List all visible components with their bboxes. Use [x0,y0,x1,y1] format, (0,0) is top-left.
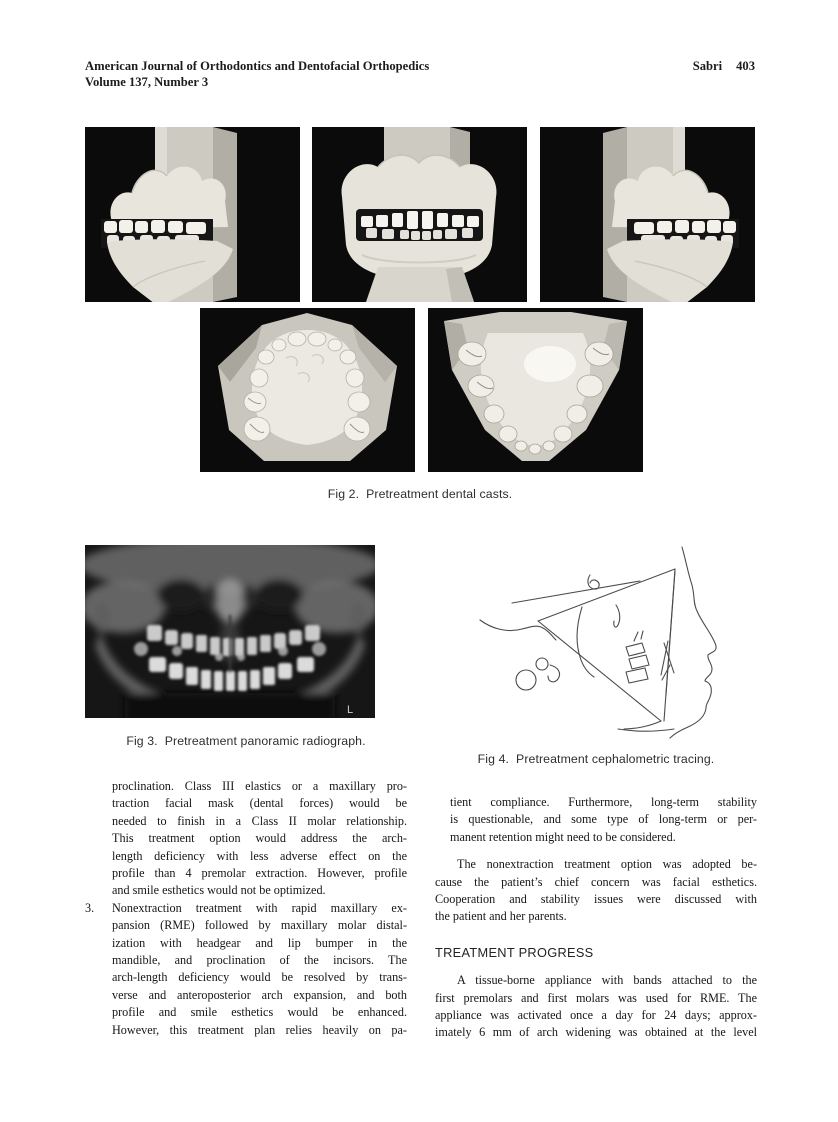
text-line: Nonextraction treatment with rapid maxillary ex- [112,900,407,915]
radiograph-side-marker: L [347,704,354,716]
text-line: imately 6 mm of arch widening was obtained at the level [435,1025,757,1040]
figure-4-caption [435,752,757,766]
text-line: However, this treatment plan relies heavily on pa- [112,1022,407,1037]
dental-cast-right-lateral-image [540,127,755,302]
left-text-column [85,778,407,1039]
figure-4-label: Fig 4. [477,752,510,766]
text-line: tient compliance. Furthermore, long-term stability [450,795,757,809]
text-line: verse and anteroposterior arch expansion, and both [112,987,407,1002]
figure-2-caption-text: Pretreatment dental casts. [366,487,513,501]
figure-4-caption-text: Pretreatment cephalometric tracing. [516,752,715,766]
figure-3-label: Fig 3. [126,734,158,748]
journal-issue: Volume 137, Number 3 [85,74,209,89]
running-head-right [693,59,755,75]
right-text-column [435,794,757,1042]
text-line: profile than 4 premolar extraction. However, profile [112,866,407,881]
text-line: traction facial mask (dental forces) would be [112,796,407,811]
text-line: This treatment option would address the arch- [112,831,407,846]
cephalometric-tracing-image [478,545,752,745]
text-line: pansion (RME) followed by maxillary molar distal- [112,918,407,933]
adoption-paragraph [435,856,757,926]
mandibular-occlusal-photo [428,308,643,472]
text-line: Cooperation and stability issues were discussed with [435,892,757,907]
text-line: profile and smile esthetics would be enhanced. [112,1005,407,1020]
text-line: arch-length deficiency would be resolved by trans- [112,970,407,985]
list-item-number: 3. [85,900,95,915]
section-heading-treatment-progress: TREATMENT PROGRESS [435,944,594,960]
figure-3-caption-text: Pretreatment panoramic radiograph. [164,734,366,748]
text-line: proclination. Class III elastics or a maxillary pro- [112,779,407,793]
mandibular-occlusal-image [428,308,643,472]
text-line: the patient and her parents. [435,909,567,924]
treatment-option-3-continuation [450,794,757,846]
page-number: 403 [736,59,755,73]
text-line: first premolars and first molars was used for RME. The [435,990,757,1005]
text-line: A tissue-borne appliance with bands attached to the [457,973,757,988]
cephalometric-tracing-drawing [478,545,752,745]
dental-cast-frontal-photo [312,127,527,302]
dental-cast-frontal-image [312,127,527,302]
figure-3-caption [85,734,407,748]
treatment-option-3-text [112,900,407,1039]
text-line: needed to finish in a Class II molar relationship. [112,813,407,828]
text-line: The nonextraction treatment option was adopted be- [457,857,757,872]
text-line: ization with headgear and lip bumper in the [112,935,407,950]
maxillary-occlusal-image [200,308,415,472]
dental-cast-left-lateral-photo [85,127,300,302]
text-line: mandible, and proclination of the incisors. The [112,953,407,968]
maxillary-occlusal-photo [200,308,415,472]
dental-cast-right-lateral-photo [540,127,755,302]
text-line: cause the patient’s chief concern was facial esthetics. [435,874,757,889]
text-line: appliance was activated once a day for 24 days; approx- [435,1008,757,1023]
panoramic-radiograph-photo [85,545,375,718]
text-line: manent retention might need to be considered. [450,829,676,844]
dental-cast-left-lateral-image [85,127,300,302]
text-line: is questionable, and some type of long-term or per- [450,812,757,827]
text-line: and smile esthetics would not be optimized. [112,883,326,898]
figure-2-label: Fig 2. [327,487,360,501]
figure-2-caption [85,487,755,501]
text-line: length deficiency with less adverse effect on the [112,848,407,863]
treatment-progress-paragraph [435,972,757,1042]
treatment-option-3-item [85,900,407,1039]
author-name: Sabri [692,59,723,73]
running-head [85,59,755,90]
panoramic-radiograph-image [85,545,375,718]
treatment-option-2-continuation [112,778,407,900]
journal-name: American Journal of Orthodontics and Dentofacial Orthopedics [85,59,430,73]
